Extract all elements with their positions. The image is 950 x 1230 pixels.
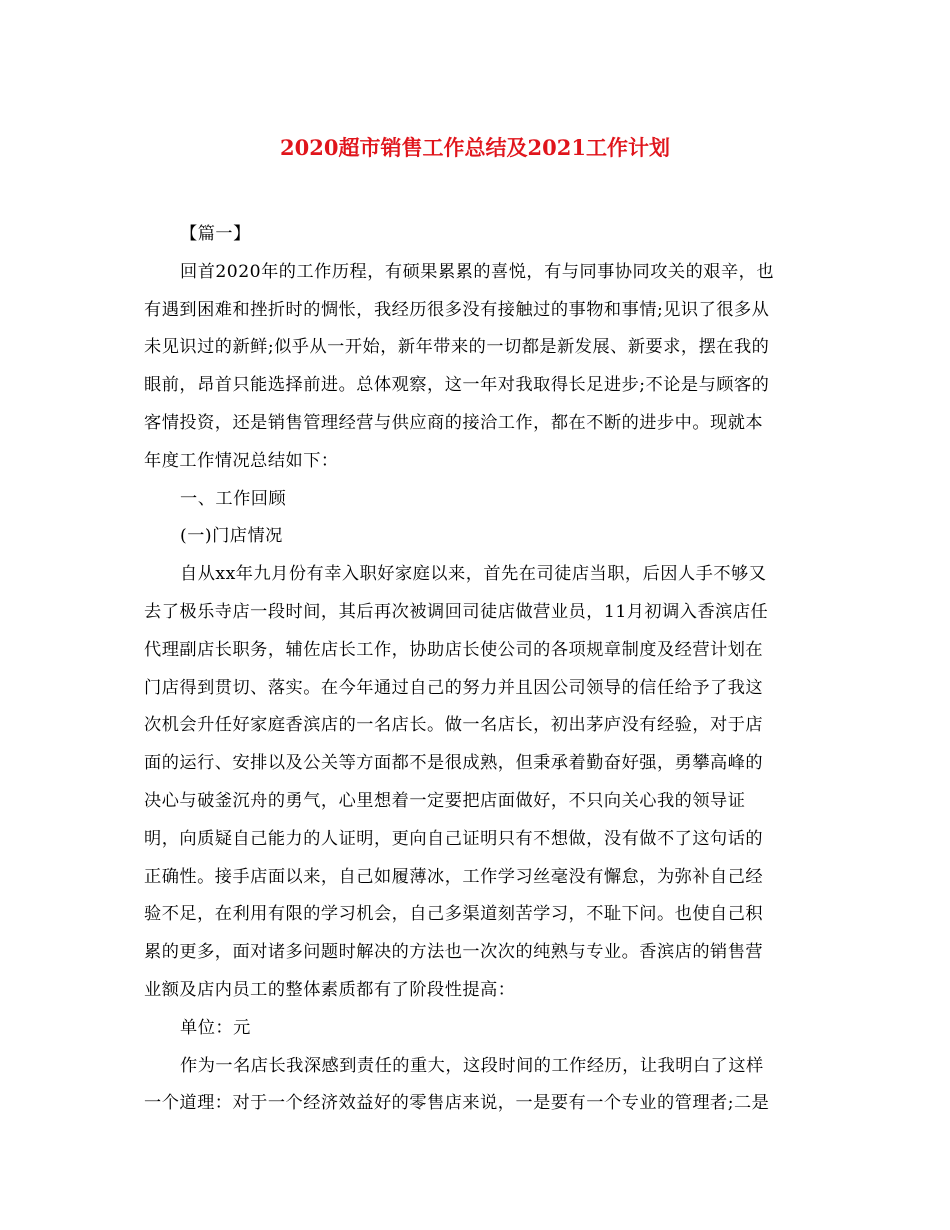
paragraph-line: 正确性。接手店面以来，自己如履薄冰，工作学习丝毫没有懈怠，为弥补自己经: [144, 866, 764, 887]
paragraph-line: 作为一名店长我深感到责任的重大，这段时间的工作经历，让我明白了这样: [180, 1055, 764, 1076]
paragraph-line: 门店得到贯切、落实。在今年通过自己的努力并且因公司领导的信任给予了我这: [144, 677, 764, 698]
paragraph-line: 决心与破釜沉舟的勇气，心里想着一定要把店面做好，不只向关心我的领导证: [144, 790, 746, 811]
paragraph-line: 去了极乐寺店一段时间，其后再次被调回司徒店做营业员，11月初调入香滨店任: [144, 601, 769, 622]
paragraph-line: 有遇到困难和挫折时的惆怅，我经历很多没有接触过的事物和事情;见识了很多从: [144, 299, 770, 320]
subsection-heading: (一)门店情况: [180, 526, 283, 547]
paragraph-line: 客情投资，还是销售管理经营与供应商的接洽工作，都在不断的进步中。现就本: [144, 412, 764, 433]
document-body: [144, 216, 806, 1123]
document-title: 2020超市销售工作总结及2021工作计划: [280, 135, 670, 160]
paragraph-line: 业额及店内员工的整体素质都有了阶段性提高：: [144, 979, 516, 1000]
paragraph-line: 明，向质疑自己能力的人证明，更向自己证明只有不想做，没有做不了这句话的: [144, 828, 764, 849]
section-heading: 【篇一】: [180, 224, 251, 244]
paragraph-line: 未见识过的新鲜;似乎从一开始，新年带来的一切都是新发展、新要求，摆在我的: [144, 337, 770, 358]
paragraph-line: 代理副店长职务，辅佐店长工作，协助店长使公司的各项规章制度及经营计划在: [144, 639, 764, 660]
paragraph-line: 验不足，在利用有限的学习机会，自己多渠道刻苦学习，不耻下问。也使自己积: [144, 904, 764, 925]
paragraph-line: 年度工作情况总结如下：: [144, 450, 339, 471]
unit-label: 单位：元: [180, 1017, 251, 1038]
paragraph-line: 自从xx年九月份有幸入职好家庭以来，首先在司徒店当职，后因人手不够又: [180, 564, 767, 585]
paragraph-line: 回首2020年的工作历程，有硕果累累的喜悦，有与同事协同攻关的艰辛，也: [180, 261, 775, 282]
paragraph-line: 次机会升任好家庭香滨店的一名店长。做一名店长，初出茅庐没有经验，对于店: [144, 715, 764, 736]
section-heading: 一、工作回顾: [180, 488, 287, 509]
paragraph-line: 眼前，昂首只能选择前进。总体观察，这一年对我取得长足进步;不论是与顾客的: [144, 375, 770, 396]
paragraph-line: 累的更多，面对诸多问题时解决的方法也一次次的纯熟与专业。香滨店的销售营: [144, 942, 764, 963]
paragraph-line: 面的运行、安排以及公关等方面都不是很成熟，但秉承着勤奋好强，勇攀高峰的: [144, 753, 764, 774]
paragraph-line: 一个道理：对于一个经济效益好的零售店来说，一是要有一个专业的管理者;二是: [144, 1093, 770, 1114]
